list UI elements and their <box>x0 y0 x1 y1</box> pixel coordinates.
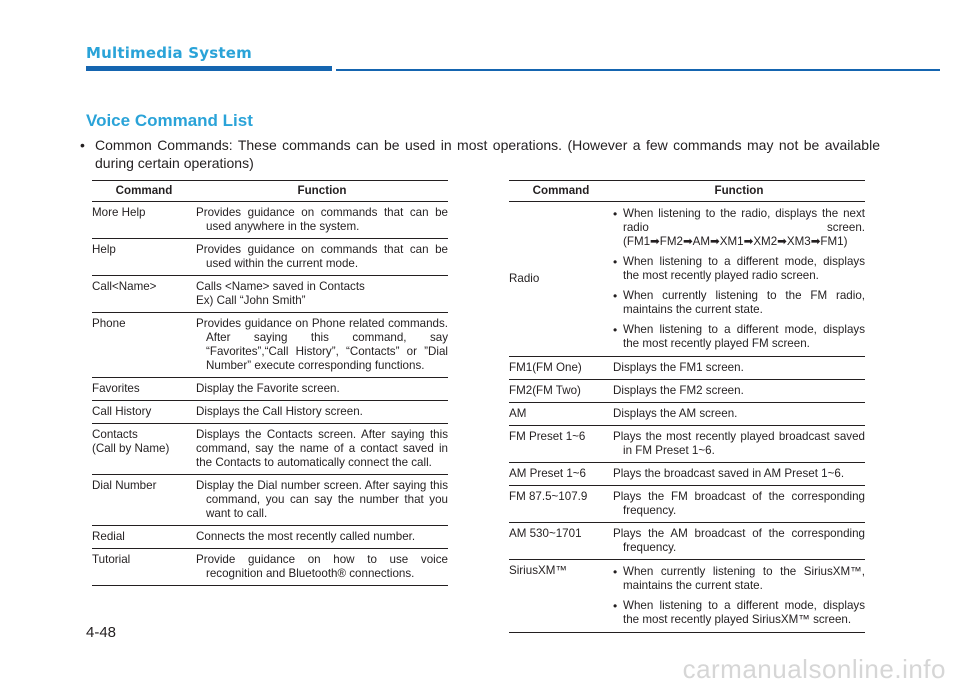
function-cell: Provides guidance on commands that can be used within the current mode. <box>196 239 448 276</box>
table-row <box>92 276 448 313</box>
command-cell: Tutorial <box>92 549 196 586</box>
function-cell: Displays the AM screen. <box>613 403 865 426</box>
command-cell: Favorites <box>92 378 196 401</box>
list-item: • When listening to the radio, displays the next radio screen. (FM1➡FM2➡AM➡XM1➡XM2➡XM3➡FM1) <box>613 207 865 248</box>
table-header-row <box>509 181 865 202</box>
bullet-icon: • <box>613 207 618 221</box>
header-rule-thick <box>86 66 332 71</box>
table-row <box>92 239 448 276</box>
table-row <box>509 426 865 463</box>
column-header-command: Command <box>92 181 196 202</box>
intro-text: Common Commands: These commands can be used in most operations. (However a few commands may not be available during certain operations) <box>95 137 880 171</box>
table-header-row <box>92 181 448 202</box>
function-cell <box>613 202 865 357</box>
table-row <box>92 378 448 401</box>
table-row <box>92 313 448 378</box>
function-cell <box>613 560 865 633</box>
function-cell: Displays the FM1 screen. <box>613 357 865 380</box>
command-cell: FM1(FM One) <box>509 357 613 380</box>
bullet-icon: • <box>613 289 618 303</box>
function-cell: Provides guidance on Phone related commands. After saying this command, say “Favorites”,“Call History”, “Contacts” or ”Dial Number” execute corresponding functions. <box>196 313 448 378</box>
command-cell: Dial Number <box>92 475 196 526</box>
list-item: • When listening to a different mode, displays the most recently played SiriusXM™ screen. <box>613 599 865 626</box>
column-header-command: Command <box>509 181 613 202</box>
bullet-icon: • <box>613 565 618 579</box>
watermark: carmanualsonline.info <box>682 654 946 684</box>
voice-command-table-right <box>509 180 865 633</box>
function-cell: Plays the FM broadcast of the corresponding frequency. <box>613 486 865 523</box>
list-item: • When currently listening to the FM radio, maintains the current state. <box>613 289 865 316</box>
command-cell: SiriusXM™ <box>509 560 613 633</box>
function-cell: Display the Dial number screen. After saying this command, you can say the number that you want to call. <box>196 475 448 526</box>
table-row <box>92 202 448 239</box>
bullet-icon: • <box>613 599 618 613</box>
bullet-icon: • <box>613 255 618 269</box>
header-rule-thin <box>336 69 940 71</box>
list-item: • When currently listening to the SiriusXM™, maintains the current state. <box>613 565 865 592</box>
table-row-siriusxm <box>509 560 865 633</box>
command-cell: More Help <box>92 202 196 239</box>
table-row-radio <box>509 202 865 357</box>
intro-paragraph <box>80 136 880 172</box>
list-item: • When listening to a different mode, displays the most recently played FM screen. <box>613 323 865 350</box>
function-cell: Displays the Call History screen. <box>196 401 448 424</box>
command-cell: Phone <box>92 313 196 378</box>
command-cell: Call<Name> <box>92 276 196 313</box>
command-cell: Help <box>92 239 196 276</box>
siriusxm-bullet-list <box>613 565 865 627</box>
function-cell: Plays the most recently played broadcast saved in FM Preset 1~6. <box>613 426 865 463</box>
function-cell: Display the Favorite screen. <box>196 378 448 401</box>
bullet-icon: • <box>613 323 618 337</box>
radio-bullet-list <box>613 207 865 351</box>
table-row <box>92 475 448 526</box>
function-cell: Displays the FM2 screen. <box>613 380 865 403</box>
table-row <box>92 424 448 475</box>
command-cell: AM Preset 1~6 <box>509 463 613 486</box>
command-cell: FM Preset 1~6 <box>509 426 613 463</box>
command-cell: Contacts (Call by Name) <box>92 424 196 475</box>
table-row <box>92 549 448 586</box>
table-row <box>92 526 448 549</box>
table-row <box>509 523 865 560</box>
table-row <box>509 463 865 486</box>
function-cell: Plays the broadcast saved in AM Preset 1~6. <box>613 463 865 486</box>
command-cell: Redial <box>92 526 196 549</box>
command-cell: Radio <box>509 202 613 357</box>
table-row <box>92 401 448 424</box>
voice-command-table-left <box>92 180 448 586</box>
bullet-icon: • <box>80 137 85 153</box>
command-cell: FM2(FM Two) <box>509 380 613 403</box>
table-row <box>509 357 865 380</box>
function-cell: Displays the Contacts screen. After saying this command, say the name of a contact saved in the Contacts to automatically connect the call. <box>196 424 448 475</box>
chapter-title: Multimedia System <box>86 44 252 62</box>
column-header-function: Function <box>196 181 448 202</box>
table-row <box>509 380 865 403</box>
table-row <box>509 403 865 426</box>
command-cell: AM 530~1701 <box>509 523 613 560</box>
function-cell: Calls <Name> saved in Contacts Ex) Call “John Smith” <box>196 276 448 313</box>
command-cell: FM 87.5~107.9 <box>509 486 613 523</box>
command-cell: Call History <box>92 401 196 424</box>
function-cell: Connects the most recently called number. <box>196 526 448 549</box>
function-cell: Provides guidance on commands that can be used anywhere in the system. <box>196 202 448 239</box>
function-cell: Provide guidance on how to use voice recognition and Bluetooth® connections. <box>196 549 448 586</box>
page-number: 4-48 <box>86 624 117 641</box>
section-heading: Voice Command List <box>86 111 253 130</box>
table-row <box>509 486 865 523</box>
command-cell: AM <box>509 403 613 426</box>
column-header-function: Function <box>613 181 865 202</box>
function-cell: Plays the AM broadcast of the corresponding frequency. <box>613 523 865 560</box>
list-item: • When listening to a different mode, displays the most recently played radio screen. <box>613 255 865 282</box>
